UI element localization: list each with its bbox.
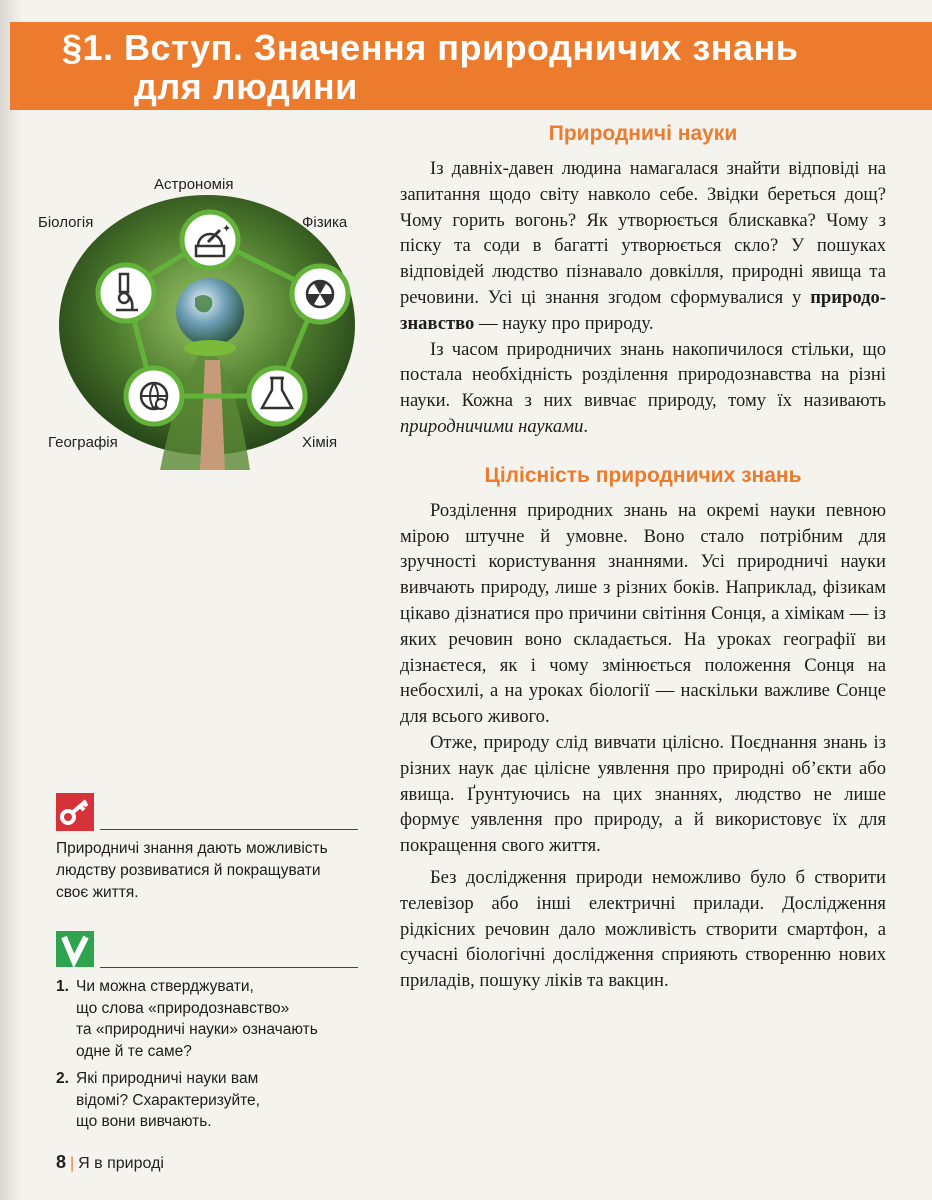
paragraph: Із часом природничих знань накопичилося стільки, що постала необхідність розділення природознавства на різні науки. Кожна з них вивчає природу, тому їх називають природничими науками.	[400, 338, 886, 437]
section-heading-natural-sciences: Природничі науки	[548, 122, 738, 145]
key-note-line: людству розвиватися й покращувати	[56, 862, 321, 879]
section-heading-integrity: Цілісність природничих знань	[484, 463, 802, 487]
label-geography: Географія	[48, 434, 118, 451]
page-shadow	[0, 0, 22, 1200]
radiation-icon	[292, 266, 348, 322]
checkmark-icon	[56, 931, 94, 967]
key-note-rule	[100, 829, 358, 830]
label-astronomy: Астрономія	[154, 176, 234, 193]
svg-text:✦: ✦	[222, 223, 232, 235]
label-chemistry: Хімія	[302, 434, 338, 451]
paragraph: Із давніх-давен людина намагалася знайти відповіді на запитання щодо світу навколо себе. Звідки береться дощ? Чому горить вогонь? Як утворюється блискавка? Чому з піску та соди в багатті утворюється скло? У пошуках відповідей людство пізнавало довкілля, природні явища та речовини. Усі ці знання згодом сформувалися у природознавство — науку про природу.	[400, 158, 886, 334]
book-title: Я в природі	[78, 1155, 164, 1172]
section-header	[10, 22, 932, 110]
key-note-line: своє життя.	[56, 884, 139, 901]
key-note-line: Природничі знання дають можливість	[56, 840, 328, 857]
question-2: 2. Які природничі науки вам відомі? Схарактеризуйте, що вони вивчають.	[56, 1070, 260, 1130]
flask-icon	[249, 368, 305, 424]
title-line-1: §1. Вступ. Значення природничих знань	[62, 27, 799, 68]
label-physics: Фізика	[302, 214, 348, 231]
globe-image	[176, 278, 244, 346]
page-number: 8	[56, 1152, 67, 1172]
questions-rule	[100, 967, 358, 968]
title-line-2: для людини	[134, 66, 358, 107]
page-footer	[56, 1152, 164, 1173]
review-questions	[56, 976, 366, 1133]
key-note-text	[56, 838, 376, 904]
key-icon	[56, 793, 94, 831]
page-title	[62, 28, 922, 106]
question-1: 1. Чи можна стверджувати, що слова «природознавство» та «природничі науки» означають одне й те саме?	[56, 978, 318, 1060]
paragraph: Отже, природу слід вивчати цілісно. Поєднання знань із різних наук дає цілісне уявлення про природні об’єкти або явища. Ґрунтуючись на цих знаннях, людство не лише формує уявлення про природу, а й використовує їх для покращення свого життя.	[400, 731, 886, 857]
paragraph: Розділення природних знань на окремі науки певною мірою штучне й умовне. Воно стало потрібним для зручності користування знаннями. Усі природничі науки вивчають природу, лише з різних боків. Наприклад, фізикам цікаво дізнатися про причини світіння Сонця, а хімікам — із яких речовин воно складається. На уроках географії ви дізнаєтеся, як і чому змінюється положення Сонця на небосхилі, а на уроках біології — наскільки важливе Сонце для всього живого.	[400, 499, 886, 728]
label-biology: Біологія	[38, 214, 94, 231]
globe-icon	[126, 368, 182, 424]
paragraph: Без дослідження природи неможливо було б створити телевізор або інші електричні прилади. Дослідження рідкісних речовин дало можливість створити смартфон, а сучасні біологічні дослідження сприяють створенню нових приладів, пошуку ліків та вакцин.	[400, 866, 886, 992]
sciences-diagram	[30, 170, 380, 470]
microscope-icon	[98, 265, 154, 321]
footer-separator: |	[70, 1155, 75, 1172]
main-text-column	[400, 118, 886, 994]
telescope-icon	[182, 212, 238, 268]
